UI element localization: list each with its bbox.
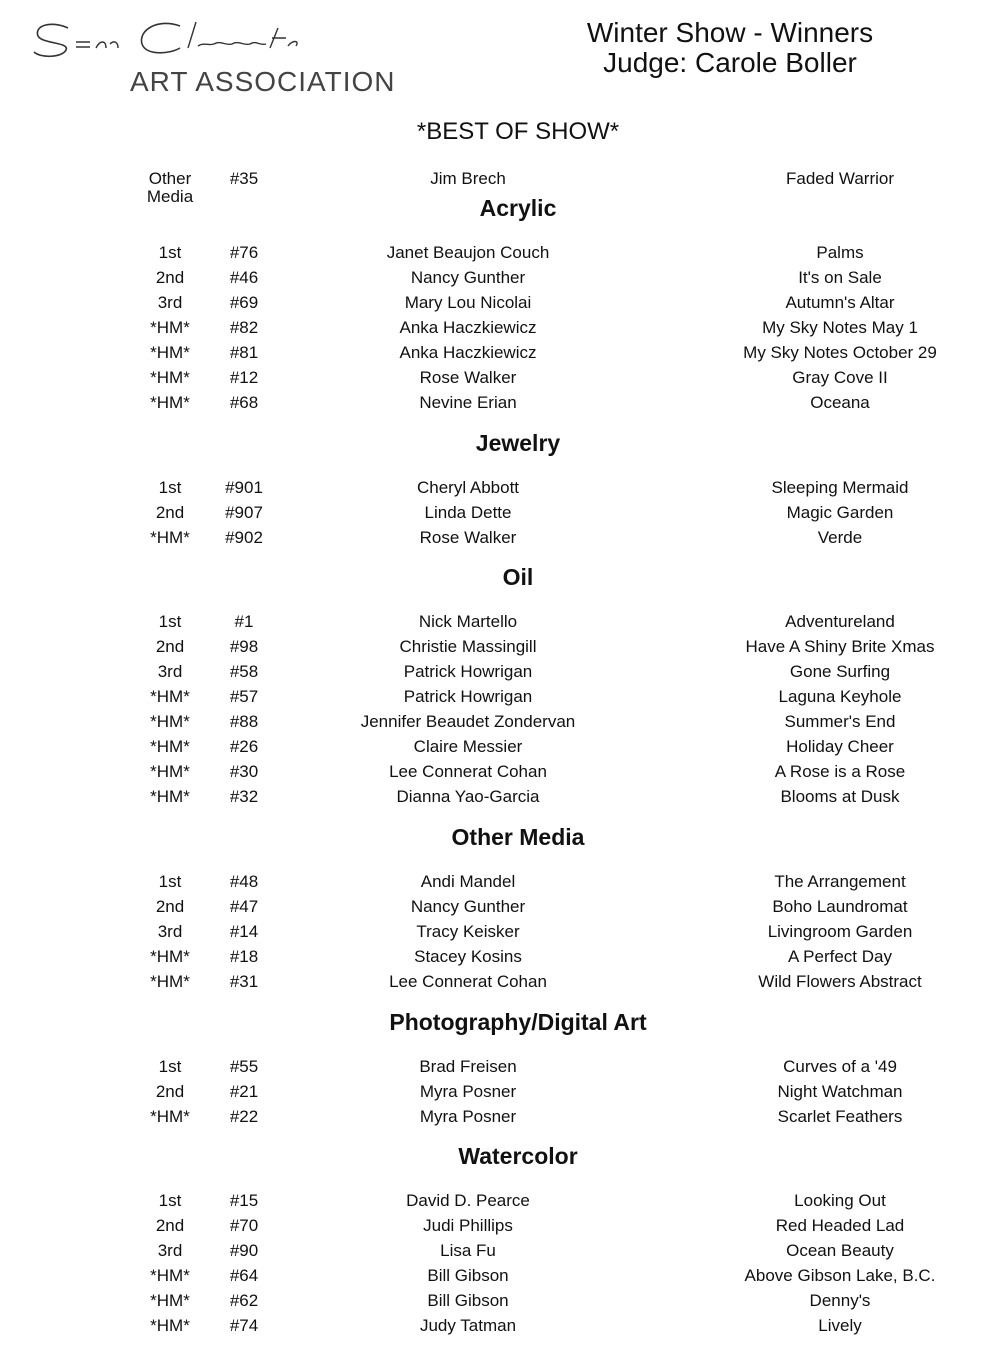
artist-name: Jennifer Beaudet Zondervan bbox=[360, 712, 576, 731]
artwork-title: Summer's End bbox=[784, 712, 896, 731]
award-place: *HM* bbox=[150, 528, 190, 547]
artwork-title: Oceana bbox=[810, 393, 870, 412]
award-place: *HM* bbox=[150, 972, 190, 991]
artist-name: Andi Mandel bbox=[420, 872, 516, 891]
artwork-title: Blooms at Dusk bbox=[780, 787, 900, 806]
table-row bbox=[0, 528, 1000, 553]
artist-name: Myra Posner bbox=[419, 1082, 517, 1101]
entry-number: #68 bbox=[229, 393, 259, 412]
table-row bbox=[0, 393, 1000, 418]
table-row bbox=[0, 1057, 1000, 1082]
artwork-title: It's on Sale bbox=[798, 268, 882, 287]
table-row bbox=[0, 922, 1000, 947]
entry-number: #90 bbox=[229, 1241, 259, 1260]
table-row bbox=[0, 1216, 1000, 1241]
logo-subtitle: ART ASSOCIATION bbox=[130, 66, 396, 97]
association-logo bbox=[30, 14, 400, 104]
artwork-title: Denny's bbox=[809, 1291, 871, 1310]
table-row bbox=[0, 947, 1000, 972]
artist-name: Lee Connerat Cohan bbox=[389, 972, 547, 991]
artist-name: Christie Massingill bbox=[399, 637, 537, 656]
award-place: 3rd bbox=[157, 662, 183, 681]
artist-name: Mary Lou Nicolai bbox=[404, 293, 532, 312]
artwork-title: Sleeping Mermaid bbox=[771, 478, 909, 497]
artwork-title: Scarlet Feathers bbox=[777, 1107, 903, 1126]
award-place: *HM* bbox=[150, 787, 190, 806]
section-title-photography: Photography/Digital Art bbox=[389, 1009, 647, 1035]
table-row bbox=[0, 1191, 1000, 1216]
table-row bbox=[0, 712, 1000, 737]
artwork-title: Red Headed Lad bbox=[775, 1216, 905, 1235]
artwork-title: Laguna Keyhole bbox=[778, 687, 902, 706]
table-row bbox=[0, 637, 1000, 662]
award-place: 1st bbox=[158, 612, 182, 631]
artist-name: Patrick Howrigan bbox=[403, 687, 533, 706]
award-place: *HM* bbox=[150, 318, 190, 337]
section-title-jewelry: Jewelry bbox=[475, 430, 561, 456]
section-title-other-media: Other Media bbox=[451, 824, 585, 850]
award-place: *HM* bbox=[150, 762, 190, 781]
section-title-watercolor: Watercolor bbox=[458, 1143, 578, 1169]
artwork-title: Autumn's Altar bbox=[785, 293, 895, 312]
entry-number: #81 bbox=[229, 343, 259, 362]
artist-name: Judy Tatman bbox=[419, 1316, 517, 1335]
award-place: Other bbox=[148, 169, 192, 188]
artist-name: Nancy Gunther bbox=[410, 897, 526, 916]
artwork-title: Magic Garden bbox=[786, 503, 894, 522]
artwork-title: Gone Surfing bbox=[789, 662, 891, 681]
table-row bbox=[0, 478, 1000, 503]
artist-name: Rose Walker bbox=[419, 528, 517, 547]
entry-number: #46 bbox=[229, 268, 259, 287]
table-row bbox=[0, 762, 1000, 787]
artwork-title: Palms bbox=[816, 243, 864, 262]
entry-number: #82 bbox=[229, 318, 259, 337]
artwork-title: Verde bbox=[817, 528, 863, 547]
entry-number: #74 bbox=[229, 1316, 259, 1335]
table-row bbox=[0, 662, 1000, 687]
artist-name: Bill Gibson bbox=[427, 1266, 509, 1285]
entry-number: #901 bbox=[225, 478, 263, 497]
table-row bbox=[0, 293, 1000, 318]
award-place: 3rd bbox=[157, 293, 183, 312]
artist-name: Nevine Erian bbox=[419, 393, 517, 412]
award-place: 2nd bbox=[155, 1216, 185, 1235]
artist-name: Dianna Yao-Garcia bbox=[396, 787, 540, 806]
artist-name: Brad Freisen bbox=[419, 1057, 517, 1076]
table-row bbox=[0, 243, 1000, 268]
artwork-title: Holiday Cheer bbox=[786, 737, 894, 756]
table-row bbox=[0, 872, 1000, 897]
entry-number: #15 bbox=[229, 1191, 259, 1210]
table-row bbox=[0, 737, 1000, 762]
artist-name: Patrick Howrigan bbox=[403, 662, 533, 681]
artwork-title: Boho Laundromat bbox=[772, 897, 908, 916]
award-place: 1st bbox=[158, 1057, 182, 1076]
award-place: *HM* bbox=[150, 687, 190, 706]
entry-number: #26 bbox=[229, 737, 259, 756]
artist-name: Rose Walker bbox=[419, 368, 517, 387]
entry-number: #69 bbox=[229, 293, 259, 312]
artist-name: David D. Pearce bbox=[406, 1191, 530, 1210]
award-place: *HM* bbox=[150, 1316, 190, 1335]
artist-name: Anka Haczkiewicz bbox=[399, 318, 537, 337]
entry-number: #70 bbox=[229, 1216, 259, 1235]
award-place: *HM* bbox=[150, 343, 190, 362]
table-row bbox=[0, 1266, 1000, 1291]
artwork-title: Lively bbox=[818, 1316, 862, 1335]
page-title: Winter Show - Winners bbox=[586, 17, 874, 48]
award-place: *HM* bbox=[150, 737, 190, 756]
table-row bbox=[0, 897, 1000, 922]
artwork-title: Night Watchman bbox=[777, 1082, 903, 1101]
entry-number: #22 bbox=[229, 1107, 259, 1126]
entry-number: #76 bbox=[229, 243, 259, 262]
entry-number: #12 bbox=[229, 368, 259, 387]
award-place: 2nd bbox=[155, 1082, 185, 1101]
artwork-title: Above Gibson Lake, B.C. bbox=[744, 1266, 936, 1285]
artist-name: Nick Martello bbox=[418, 612, 518, 631]
entry-number: #18 bbox=[229, 947, 259, 966]
artist-name: Cheryl Abbott bbox=[416, 478, 520, 497]
award-place: 1st bbox=[158, 478, 182, 497]
table-row bbox=[0, 503, 1000, 528]
artwork-title: The Arrangement bbox=[774, 872, 906, 891]
award-place: 2nd bbox=[155, 503, 185, 522]
entry-number: #32 bbox=[229, 787, 259, 806]
artwork-title: Livingroom Garden bbox=[767, 922, 913, 941]
entry-number: #64 bbox=[229, 1266, 259, 1285]
artist-name: Lee Connerat Cohan bbox=[389, 762, 547, 781]
award-place-line2: Media bbox=[146, 187, 194, 206]
artist-name: Claire Messier bbox=[413, 737, 523, 756]
artwork-title: My Sky Notes October 29 bbox=[743, 343, 937, 362]
entry-number: #21 bbox=[229, 1082, 259, 1101]
entry-number: #907 bbox=[225, 503, 263, 522]
award-place: 1st bbox=[158, 872, 182, 891]
award-place: 2nd bbox=[155, 897, 185, 916]
entry-number: #58 bbox=[229, 662, 259, 681]
entry-number: #57 bbox=[229, 687, 259, 706]
table-row bbox=[0, 1107, 1000, 1132]
artist-name: Lisa Fu bbox=[440, 1241, 496, 1260]
award-place: *HM* bbox=[150, 1291, 190, 1310]
section-title-acrylic: Acrylic bbox=[479, 195, 557, 221]
artist-name: Anka Haczkiewicz bbox=[399, 343, 537, 362]
entry-number: #55 bbox=[229, 1057, 259, 1076]
artwork-title: Looking Out bbox=[794, 1191, 886, 1210]
entry-number: #14 bbox=[229, 922, 259, 941]
table-row bbox=[0, 318, 1000, 343]
artwork-title: Adventureland bbox=[785, 612, 895, 631]
artwork-title: Curves of a '49 bbox=[783, 1057, 897, 1076]
award-place: 2nd bbox=[155, 268, 185, 287]
artist-name: Myra Posner bbox=[419, 1107, 517, 1126]
artwork-title: My Sky Notes May 1 bbox=[762, 318, 918, 337]
table-row bbox=[0, 343, 1000, 368]
award-place: 3rd bbox=[157, 922, 183, 941]
award-place: *HM* bbox=[150, 393, 190, 412]
award-place: *HM* bbox=[150, 368, 190, 387]
artwork-title: Ocean Beauty bbox=[786, 1241, 894, 1260]
award-place: *HM* bbox=[150, 1107, 190, 1126]
award-place: 2nd bbox=[155, 637, 185, 656]
table-row bbox=[0, 687, 1000, 712]
entry-number: #902 bbox=[225, 528, 263, 547]
entry-number: #48 bbox=[229, 872, 259, 891]
artist-name: Janet Beaujon Couch bbox=[386, 243, 550, 262]
artwork-title: A Perfect Day bbox=[788, 947, 892, 966]
award-place: 1st bbox=[158, 1191, 182, 1210]
entry-number: #47 bbox=[229, 897, 259, 916]
artist-name: Tracy Keisker bbox=[416, 922, 520, 941]
judge-line: Judge: Carole Boller bbox=[603, 47, 857, 78]
table-row bbox=[0, 1291, 1000, 1316]
artist-name: Linda Dette bbox=[424, 503, 512, 522]
artist-name: Jim Brech bbox=[430, 169, 506, 188]
entry-number: #98 bbox=[229, 637, 259, 656]
entry-number: #62 bbox=[229, 1291, 259, 1310]
artist-name: Stacey Kosins bbox=[414, 947, 522, 966]
table-row bbox=[0, 1241, 1000, 1266]
table-row bbox=[0, 368, 1000, 393]
artist-name: Judi Phillips bbox=[423, 1216, 513, 1235]
best-of-show-heading: *BEST OF SHOW* bbox=[416, 118, 620, 145]
logo-script-signature bbox=[30, 14, 320, 69]
table-row bbox=[0, 612, 1000, 637]
entry-number: #35 bbox=[229, 169, 259, 188]
award-place: 1st bbox=[158, 243, 182, 262]
award-place: *HM* bbox=[150, 712, 190, 731]
artwork-title: Faded Warrior bbox=[785, 169, 894, 188]
award-place: *HM* bbox=[150, 1266, 190, 1285]
table-row bbox=[0, 1316, 1000, 1341]
table-row bbox=[0, 972, 1000, 997]
entry-number: #88 bbox=[229, 712, 259, 731]
artwork-title: Gray Cove II bbox=[792, 368, 888, 387]
artist-name: Nancy Gunther bbox=[410, 268, 526, 287]
entry-number: #31 bbox=[229, 972, 259, 991]
award-place: 3rd bbox=[157, 1241, 183, 1260]
table-row bbox=[0, 1082, 1000, 1107]
entry-number: #30 bbox=[229, 762, 259, 781]
artwork-title: Have A Shiny Brite Xmas bbox=[745, 637, 935, 656]
artwork-title: A Rose is a Rose bbox=[774, 762, 906, 781]
section-title-oil: Oil bbox=[502, 564, 534, 590]
table-row bbox=[0, 268, 1000, 293]
artwork-title: Wild Flowers Abstract bbox=[758, 972, 922, 991]
entry-number: #1 bbox=[234, 612, 254, 631]
artist-name: Bill Gibson bbox=[427, 1291, 509, 1310]
award-place: *HM* bbox=[150, 947, 190, 966]
table-row bbox=[0, 787, 1000, 812]
